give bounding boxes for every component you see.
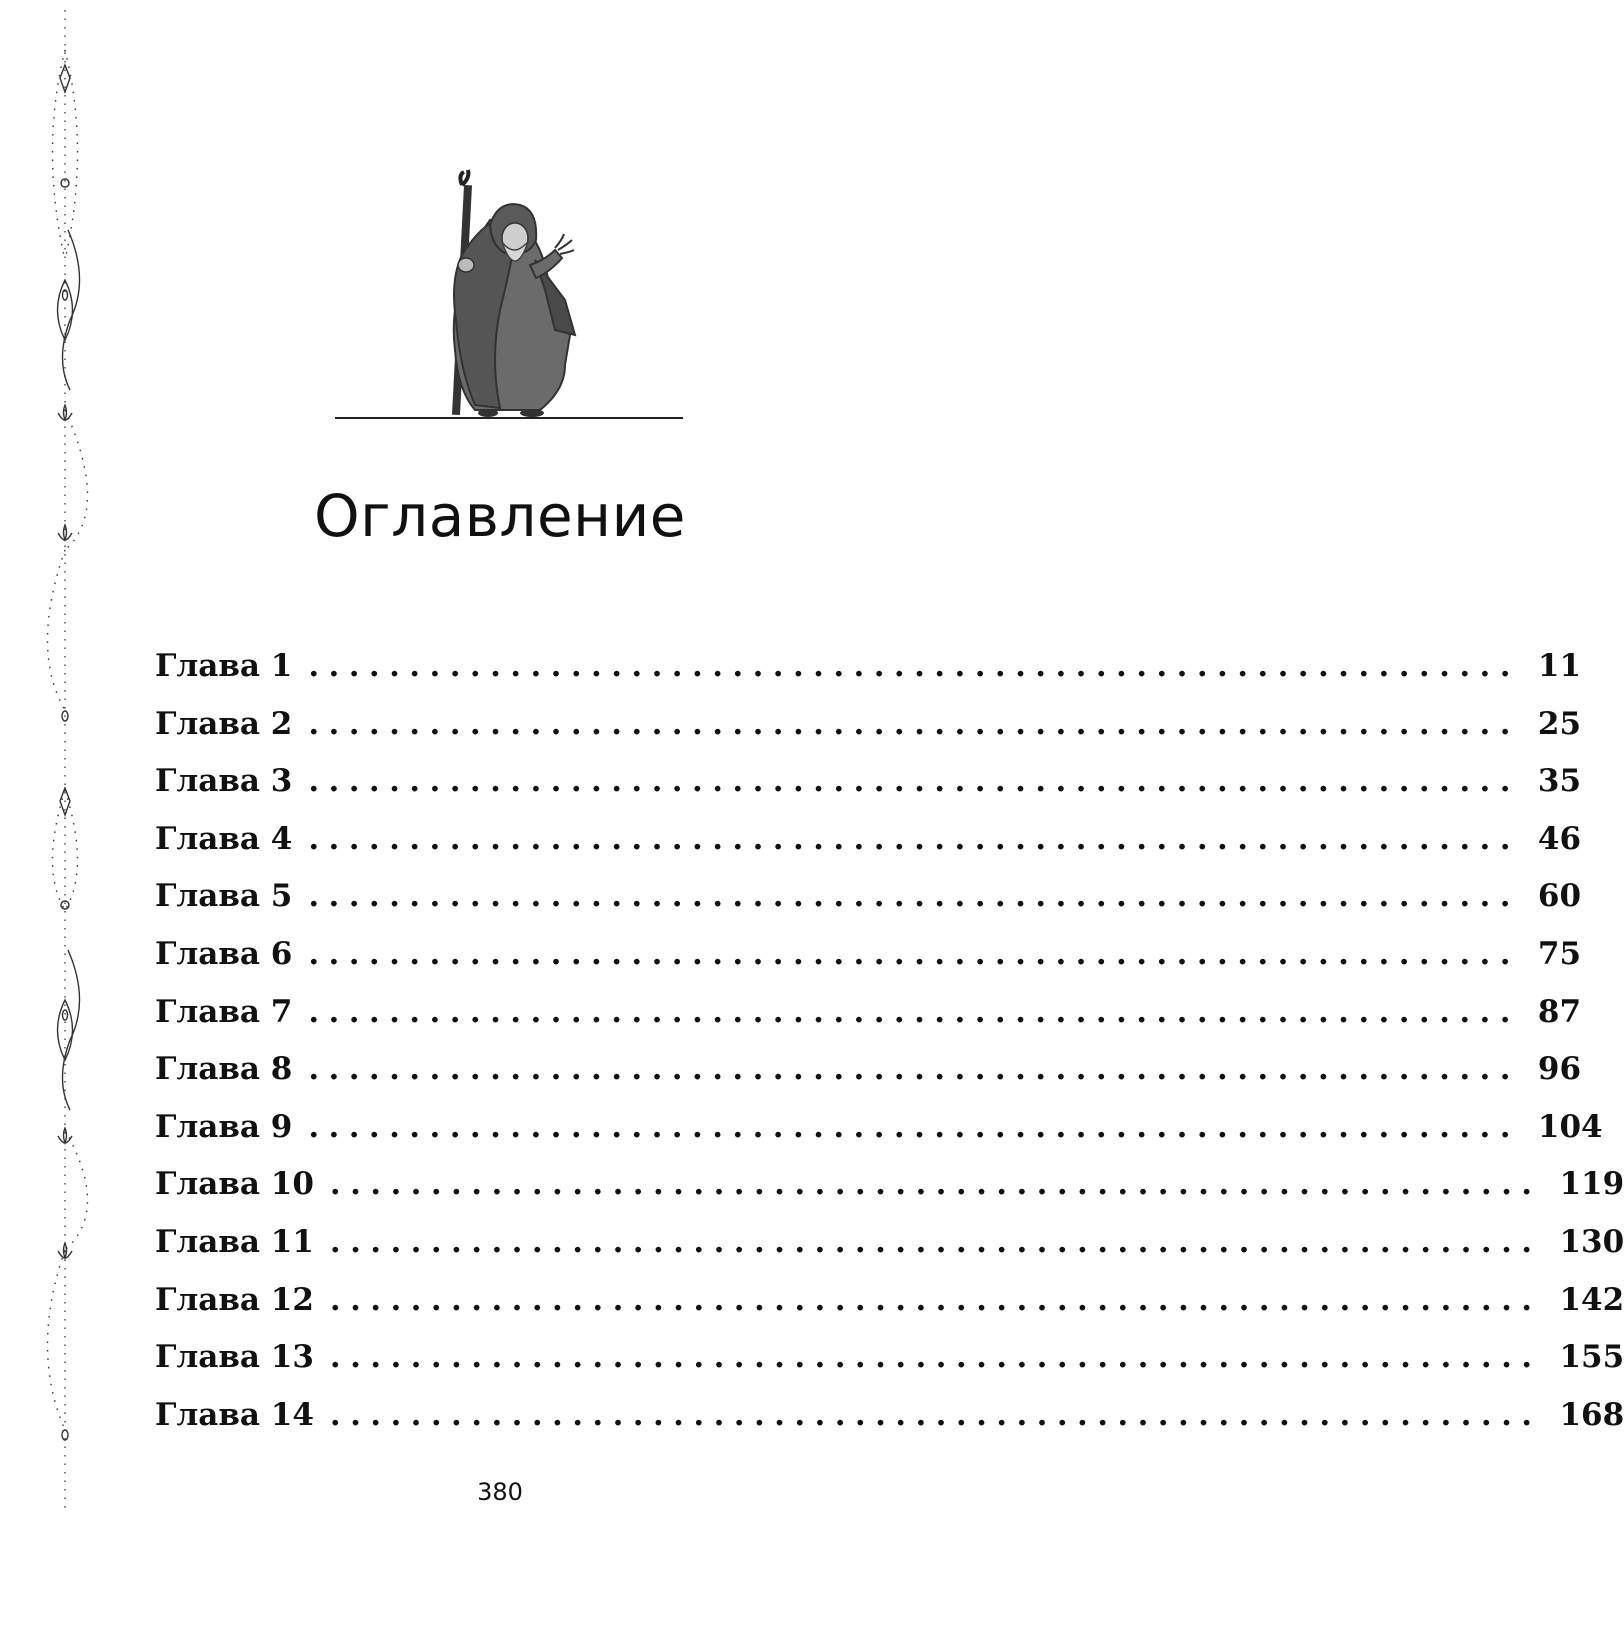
- toc-entry-label: Глава 6: [155, 935, 293, 972]
- toc-entry-label: Глава 11: [155, 1223, 314, 1260]
- toc-dot-leader: ............................................................: [308, 763, 1520, 800]
- toc-entry-page: 142: [1559, 1281, 1624, 1318]
- toc-entry: [155, 878, 1582, 936]
- toc-entry: [155, 1108, 1603, 1167]
- toc-entry-page: 46: [1537, 820, 1582, 857]
- toc-entry: [155, 1396, 1624, 1455]
- toc-dot-leader: ............................................................: [329, 1223, 1542, 1260]
- toc-entry-page: 96: [1537, 1051, 1582, 1088]
- toc-dot-leader: ............................................................: [329, 1281, 1542, 1318]
- toc-entry-page: 104: [1537, 1108, 1603, 1145]
- toc-entry-page: 60: [1537, 878, 1582, 915]
- wizard-with-staff-icon: [350, 170, 720, 450]
- page-number: 380: [477, 1478, 523, 1506]
- floral-border-icon: [30, 10, 120, 1550]
- toc-entry-page: 11: [1537, 648, 1582, 684]
- toc-entry-page: 119: [1559, 1166, 1624, 1203]
- table-of-contents: [155, 648, 1624, 1454]
- toc-entry: [155, 648, 1582, 706]
- toc-dot-leader: ............................................................: [329, 1396, 1542, 1433]
- toc-dot-leader: ............................................................: [308, 648, 1520, 684]
- toc-dot-leader: ............................................................: [308, 878, 1520, 915]
- toc-entry-page: 35: [1537, 763, 1582, 800]
- toc-entry-label: Глава 1: [155, 648, 293, 684]
- toc-entry-page: 87: [1537, 993, 1582, 1030]
- toc-dot-leader: ............................................................: [308, 935, 1520, 972]
- toc-dot-leader: ............................................................: [308, 993, 1520, 1030]
- toc-entry: [155, 1051, 1582, 1109]
- toc-entry: [155, 705, 1582, 764]
- toc-dot-leader: ............................................................: [329, 1166, 1542, 1203]
- toc-entry: [155, 993, 1582, 1052]
- toc-entry-label: Глава 5: [155, 878, 293, 915]
- toc-entry-label: Глава 7: [155, 993, 293, 1030]
- toc-dot-leader: ............................................................: [308, 820, 1520, 857]
- toc-entry-page: 25: [1537, 705, 1582, 742]
- toc-entry-label: Глава 10: [155, 1166, 314, 1203]
- toc-entry: [155, 1339, 1624, 1397]
- toc-dot-leader: ............................................................: [308, 1051, 1520, 1088]
- toc-entry-label: Глава 12: [155, 1281, 314, 1318]
- toc-entry-label: Глава 2: [155, 705, 293, 742]
- toc-entry: [155, 1166, 1624, 1224]
- toc-entry-label: Глава 14: [155, 1396, 314, 1433]
- toc-entry-page: 130: [1559, 1223, 1624, 1260]
- toc-entry: [155, 1281, 1624, 1340]
- toc-entry-label: Глава 13: [155, 1339, 314, 1376]
- toc-entry-page: 168: [1559, 1396, 1624, 1433]
- toc-entry-label: Глава 9: [155, 1108, 293, 1145]
- toc-entry: [155, 1223, 1624, 1282]
- page-title: Оглавление: [314, 482, 686, 550]
- toc-entry-label: Глава 3: [155, 763, 293, 800]
- toc-dot-leader: ............................................................: [308, 705, 1520, 742]
- toc-dot-leader: ............................................................: [308, 1108, 1520, 1145]
- toc-entry-page: 75: [1537, 935, 1582, 972]
- toc-entry-label: Глава 4: [155, 820, 293, 857]
- toc-entry-page: 155: [1559, 1339, 1624, 1376]
- toc-entry-label: Глава 8: [155, 1051, 293, 1088]
- toc-entry: [155, 820, 1582, 879]
- toc-entry: [155, 763, 1582, 821]
- toc-dot-leader: ............................................................: [329, 1339, 1542, 1376]
- toc-entry: [155, 935, 1582, 994]
